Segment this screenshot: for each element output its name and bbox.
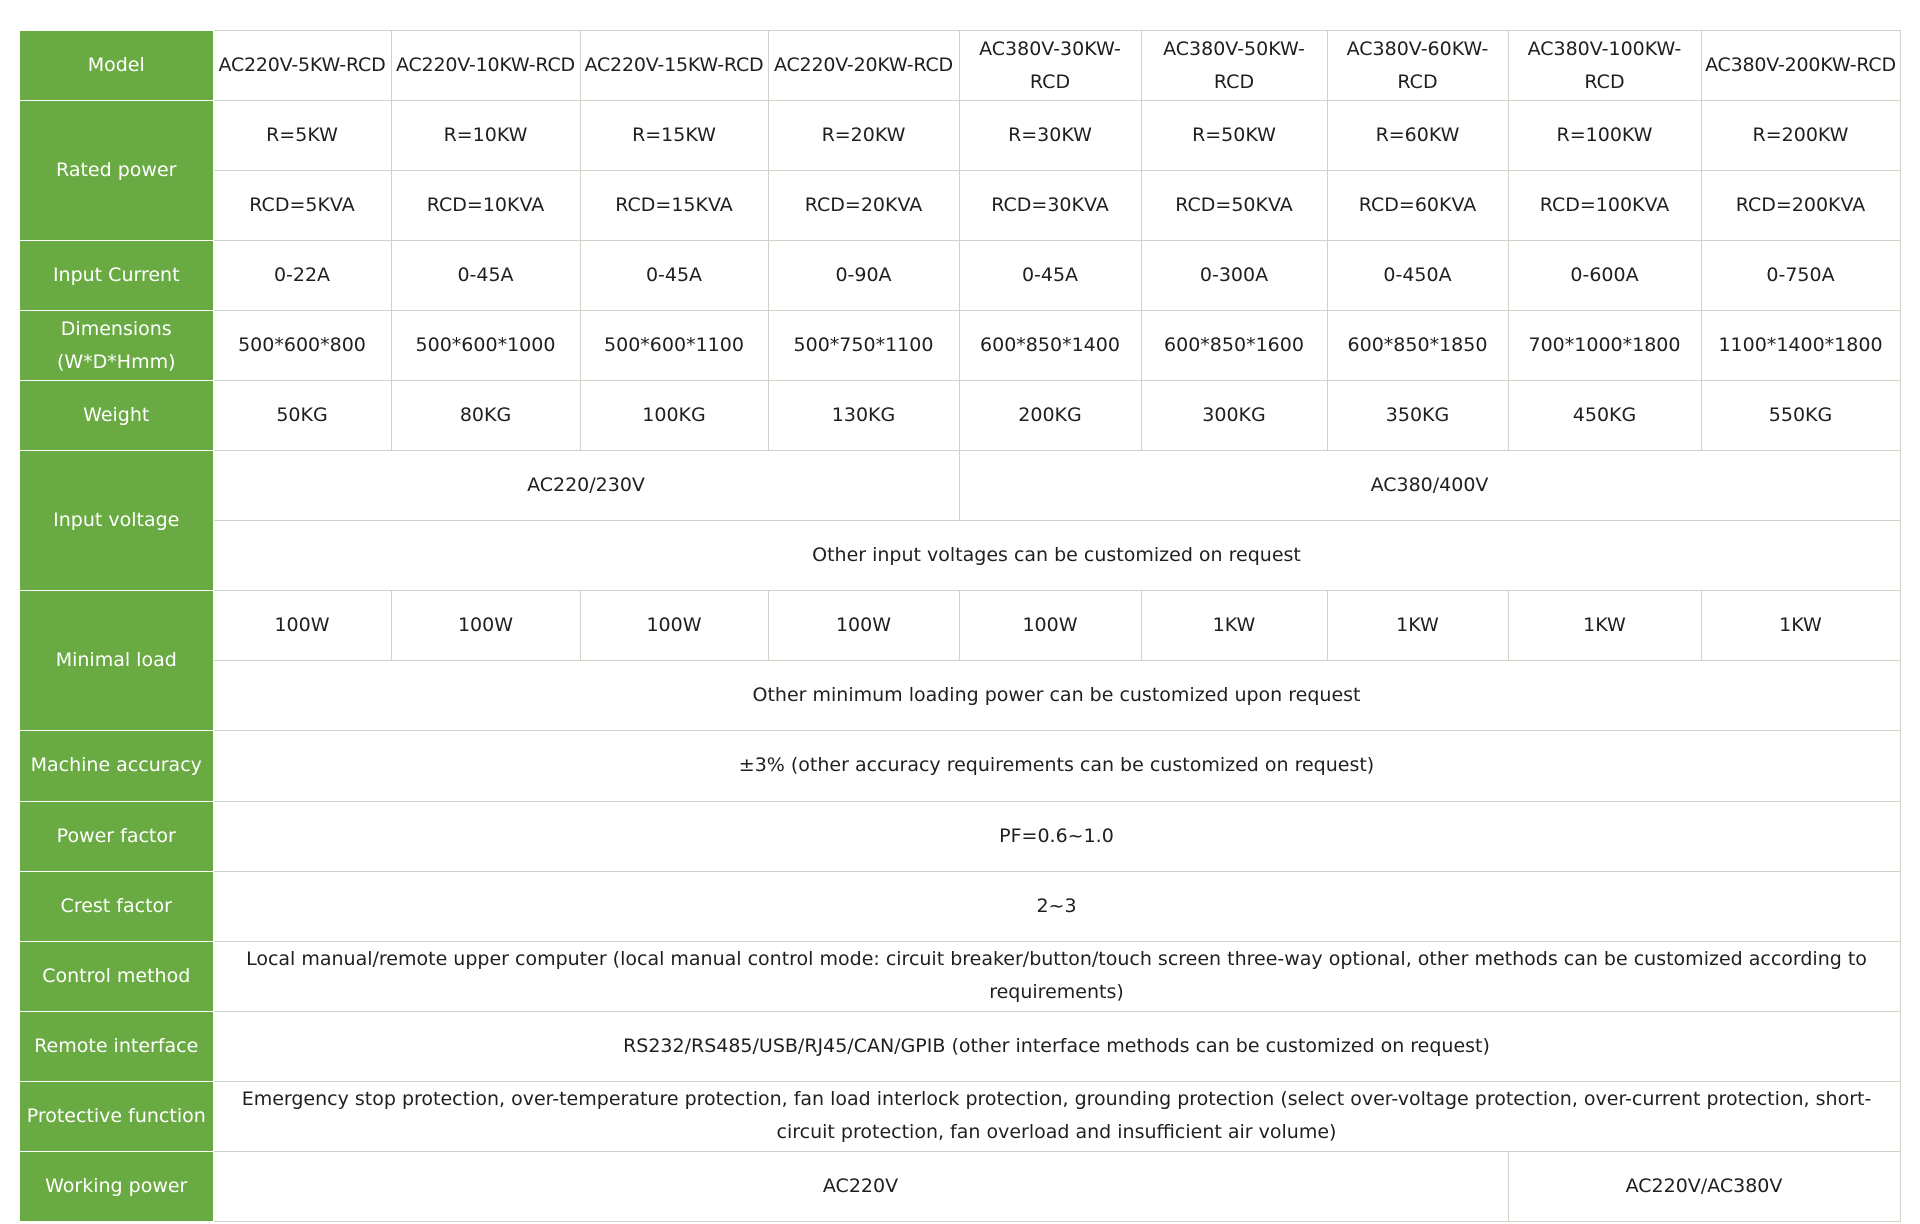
label-minimal-load: Minimal load <box>20 591 213 731</box>
rated-power-rcd-cell: RCD=15KVA <box>580 171 768 241</box>
label-model: Model <box>20 31 213 101</box>
label-working-power: Working power <box>20 1151 213 1221</box>
input-voltage-low-cell: AC220/230V <box>213 451 959 521</box>
minimal-load-cell: 100W <box>213 591 391 661</box>
rated-power-rcd-cell: RCD=100KVA <box>1508 171 1701 241</box>
weight-cell: 100KG <box>580 381 768 451</box>
input-current-cell: 0-22A <box>213 241 391 311</box>
weight-cell: 350KG <box>1327 381 1508 451</box>
rated-power-r-cell: R=60KW <box>1327 101 1508 171</box>
dimensions-cell: 600*850*1600 <box>1141 311 1327 381</box>
minimal-load-cell: 1KW <box>1508 591 1701 661</box>
rated-power-r-cell: R=20KW <box>768 101 959 171</box>
row-model <box>20 31 1900 101</box>
label-control-method: Control method <box>20 941 213 1011</box>
row-input-current <box>20 241 1900 311</box>
weight-cell: 450KG <box>1508 381 1701 451</box>
input-voltage-note: Other input voltages can be customized on request <box>213 521 1900 591</box>
rated-power-r-cell: R=100KW <box>1508 101 1701 171</box>
weight-cell: 130KG <box>768 381 959 451</box>
rated-power-rcd-cell: RCD=30KVA <box>959 171 1141 241</box>
minimal-load-cell: 1KW <box>1141 591 1327 661</box>
working-power-high-cell: AC220V/AC380V <box>1508 1151 1900 1221</box>
model-cell: AC380V-60KW-RCD <box>1327 31 1508 101</box>
weight-cell: 50KG <box>213 381 391 451</box>
row-rated-power-rcd <box>20 171 1900 241</box>
minimal-load-cell: 1KW <box>1327 591 1508 661</box>
label-weight: Weight <box>20 381 213 451</box>
row-crest-factor <box>20 871 1900 941</box>
control-method-value: Local manual/remote upper computer (local manual control mode: circuit breaker/button/touch screen three-way optional, other methods can be customized according to requirements) <box>213 941 1900 1011</box>
weight-cell: 200KG <box>959 381 1141 451</box>
model-cell: AC380V-50KW-RCD <box>1141 31 1327 101</box>
rated-power-rcd-cell: RCD=200KVA <box>1701 171 1900 241</box>
row-power-factor <box>20 801 1900 871</box>
dimensions-cell: 500*600*1100 <box>580 311 768 381</box>
minimal-load-cell: 100W <box>391 591 580 661</box>
row-input-voltage <box>20 451 1900 521</box>
weight-cell: 80KG <box>391 381 580 451</box>
weight-cell: 300KG <box>1141 381 1327 451</box>
remote-interface-value: RS232/RS485/USB/RJ45/CAN/GPIB (other interface methods can be customized on request) <box>213 1011 1900 1081</box>
row-machine-accuracy <box>20 731 1900 801</box>
dimensions-cell: 500*600*1000 <box>391 311 580 381</box>
label-rated-power: Rated power <box>20 101 213 241</box>
dimensions-cell: 600*850*1400 <box>959 311 1141 381</box>
input-current-cell: 0-750A <box>1701 241 1900 311</box>
dimensions-cell: 700*1000*1800 <box>1508 311 1701 381</box>
label-remote-interface: Remote interface <box>20 1011 213 1081</box>
row-control-method <box>20 941 1900 1011</box>
minimal-load-cell: 100W <box>959 591 1141 661</box>
rated-power-rcd-cell: RCD=10KVA <box>391 171 580 241</box>
row-protective-function <box>20 1081 1900 1151</box>
minimal-load-cell: 100W <box>580 591 768 661</box>
row-minimal-load <box>20 591 1900 661</box>
input-current-cell: 0-45A <box>580 241 768 311</box>
row-minimal-load-note <box>20 661 1900 731</box>
input-current-cell: 0-450A <box>1327 241 1508 311</box>
rated-power-r-cell: R=5KW <box>213 101 391 171</box>
row-working-power <box>20 1151 1900 1221</box>
weight-cell: 550KG <box>1701 381 1900 451</box>
label-protective-function: Protective function <box>20 1081 213 1151</box>
label-machine-accuracy: Machine accuracy <box>20 731 213 801</box>
machine-accuracy-value: ±3% (other accuracy requirements can be customized on request) <box>213 731 1900 801</box>
model-cell: AC220V-20KW-RCD <box>768 31 959 101</box>
label-power-factor: Power factor <box>20 801 213 871</box>
label-input-voltage: Input voltage <box>20 451 213 591</box>
row-rated-power <box>20 101 1900 171</box>
power-factor-value: PF=0.6~1.0 <box>213 801 1900 871</box>
dimensions-cell: 600*850*1850 <box>1327 311 1508 381</box>
rated-power-r-cell: R=50KW <box>1141 101 1327 171</box>
minimal-load-note: Other minimum loading power can be customized upon request <box>213 661 1900 731</box>
label-input-current: Input Current <box>20 241 213 311</box>
input-current-cell: 0-45A <box>959 241 1141 311</box>
label-crest-factor: Crest factor <box>20 871 213 941</box>
spec-table <box>20 30 1901 1222</box>
rated-power-rcd-cell: RCD=5KVA <box>213 171 391 241</box>
minimal-load-cell: 100W <box>768 591 959 661</box>
model-cell: AC220V-5KW-RCD <box>213 31 391 101</box>
rated-power-rcd-cell: RCD=60KVA <box>1327 171 1508 241</box>
row-remote-interface <box>20 1011 1900 1081</box>
rated-power-r-cell: R=15KW <box>580 101 768 171</box>
rated-power-rcd-cell: RCD=20KVA <box>768 171 959 241</box>
model-cell: AC220V-10KW-RCD <box>391 31 580 101</box>
input-voltage-high-cell: AC380/400V <box>959 451 1900 521</box>
model-cell: AC380V-200KW-RCD <box>1701 31 1900 101</box>
dimensions-cell: 500*750*1100 <box>768 311 959 381</box>
model-cell: AC220V-15KW-RCD <box>580 31 768 101</box>
protective-function-value: Emergency stop protection, over-temperature protection, fan load interlock protection, grounding protection (select over-voltage protection, over-current protection, short-circuit protection, fan overload and insufficient air volume) <box>213 1081 1900 1151</box>
rated-power-r-cell: R=30KW <box>959 101 1141 171</box>
dimensions-cell: 500*600*800 <box>213 311 391 381</box>
input-current-cell: 0-300A <box>1141 241 1327 311</box>
working-power-low-cell: AC220V <box>213 1151 1508 1221</box>
label-dimensions: Dimensions (W*D*Hmm) <box>20 311 213 381</box>
row-dimensions <box>20 311 1900 381</box>
row-weight <box>20 381 1900 451</box>
input-current-cell: 0-45A <box>391 241 580 311</box>
model-cell: AC380V-30KW-RCD <box>959 31 1141 101</box>
rated-power-r-cell: R=10KW <box>391 101 580 171</box>
input-current-cell: 0-600A <box>1508 241 1701 311</box>
input-current-cell: 0-90A <box>768 241 959 311</box>
row-input-voltage-note <box>20 521 1900 591</box>
rated-power-rcd-cell: RCD=50KVA <box>1141 171 1327 241</box>
minimal-load-cell: 1KW <box>1701 591 1900 661</box>
crest-factor-value: 2~3 <box>213 871 1900 941</box>
model-cell: AC380V-100KW-RCD <box>1508 31 1701 101</box>
dimensions-cell: 1100*1400*1800 <box>1701 311 1900 381</box>
rated-power-r-cell: R=200KW <box>1701 101 1900 171</box>
